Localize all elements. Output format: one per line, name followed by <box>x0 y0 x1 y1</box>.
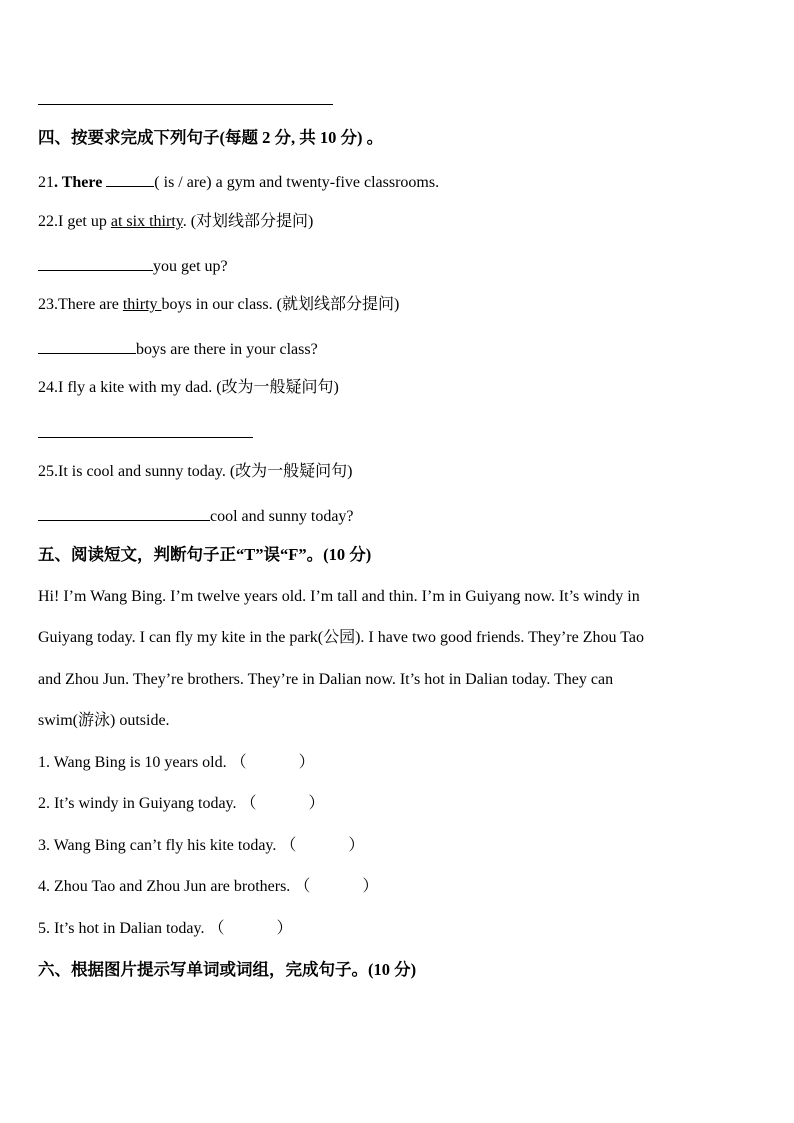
a22-blank[interactable] <box>38 254 153 271</box>
q21-num: 21 <box>38 174 54 191</box>
question-24 <box>38 378 339 398</box>
tf-item-1-paren-open: （ <box>230 754 247 771</box>
a22-text: you get up? <box>153 258 228 275</box>
answer-22 <box>38 254 228 277</box>
q21-text-a: . There <box>54 174 107 191</box>
q21-text-b: ( is / are) a gym and twenty-five classrooms. <box>154 174 440 191</box>
tf-item-4-paren-open: （ <box>294 878 311 895</box>
passage-line-3: and Zhou Jun. They’re brothers. They’re in Dalian now. It’s hot in Dalian today. They can <box>38 671 614 688</box>
answer-line-24[interactable] <box>38 437 253 438</box>
a23-blank[interactable] <box>38 337 136 354</box>
answer-25 <box>38 504 354 527</box>
passage-line-1: Hi! I’m Wang Bing. I’m twelve years old. I’m tall and thin. I’m in Guiyang now. It’s windy in <box>38 588 640 605</box>
answer-line-top[interactable] <box>38 104 333 105</box>
q22-underlined: at six thirty <box>110 213 183 230</box>
section-5-title: 五、阅读短文，判断句子正“T”误“F”。(10 分) <box>38 545 372 564</box>
answer-23 <box>38 337 318 360</box>
question-21 <box>38 170 439 193</box>
tf-item-1-text: 1. Wang Bing is 10 years old. <box>38 754 227 771</box>
tf-item-3-paren-close: ） <box>348 837 365 854</box>
q22-text: 22.I get up <box>38 213 111 230</box>
tf-item-1 <box>38 753 315 773</box>
tf-item-4-paren-close: ） <box>362 878 379 895</box>
section-4-title: 四、按要求完成下列句子(每题 2 分, 共 10 分) 。 <box>38 128 384 147</box>
tf-item-3-text: 3. Wang Bing can’t fly his kite today. <box>38 837 277 854</box>
a25-text: cool and sunny today? <box>210 508 354 525</box>
q25-text: 25.It is cool and sunny today. (改为一般疑问句) <box>38 463 353 480</box>
a23-text: boys are there in your class? <box>136 341 318 358</box>
tf-item-2 <box>38 794 325 814</box>
q23-text: 23.There are <box>38 296 123 313</box>
tf-item-2-paren-open: （ <box>240 795 257 812</box>
section-6-title: 六、根据图片提示写单词或词组，完成句子。(10 分) <box>38 960 417 979</box>
passage-line-2: Guiyang today. I can fly my kite in the park(公园). I have two good friends. They’re Zhou Tao <box>38 629 644 646</box>
q23-rest: boys in our class. (就划线部分提问) <box>161 296 400 313</box>
q22-rest: . (对划线部分提问) <box>182 213 314 230</box>
tf-item-5-paren-close: ） <box>276 920 293 937</box>
question-22 <box>38 212 313 232</box>
tf-item-5-text: 5. It’s hot in Dalian today. <box>38 920 205 937</box>
tf-item-2-text: 2. It’s windy in Guiyang today. <box>38 795 237 812</box>
tf-item-3 <box>38 836 364 856</box>
question-25 <box>38 462 353 482</box>
question-23 <box>38 295 399 315</box>
passage-line-4: swim(游泳) outside. <box>38 712 170 729</box>
tf-item-3-paren-open: （ <box>280 837 297 854</box>
tf-item-2-paren-close: ） <box>308 795 325 812</box>
tf-item-5 <box>38 919 293 939</box>
q24-text: 24.I fly a kite with my dad. (改为一般疑问句) <box>38 379 339 396</box>
a25-blank[interactable] <box>38 504 210 521</box>
tf-item-1-paren-close: ） <box>298 754 315 771</box>
q23-underlined: thirty <box>122 296 162 313</box>
tf-item-5-paren-open: （ <box>208 920 225 937</box>
tf-item-4 <box>38 877 378 897</box>
tf-item-4-text: 4. Zhou Tao and Zhou Jun are brothers. <box>38 878 291 895</box>
q21-blank[interactable] <box>106 170 154 187</box>
